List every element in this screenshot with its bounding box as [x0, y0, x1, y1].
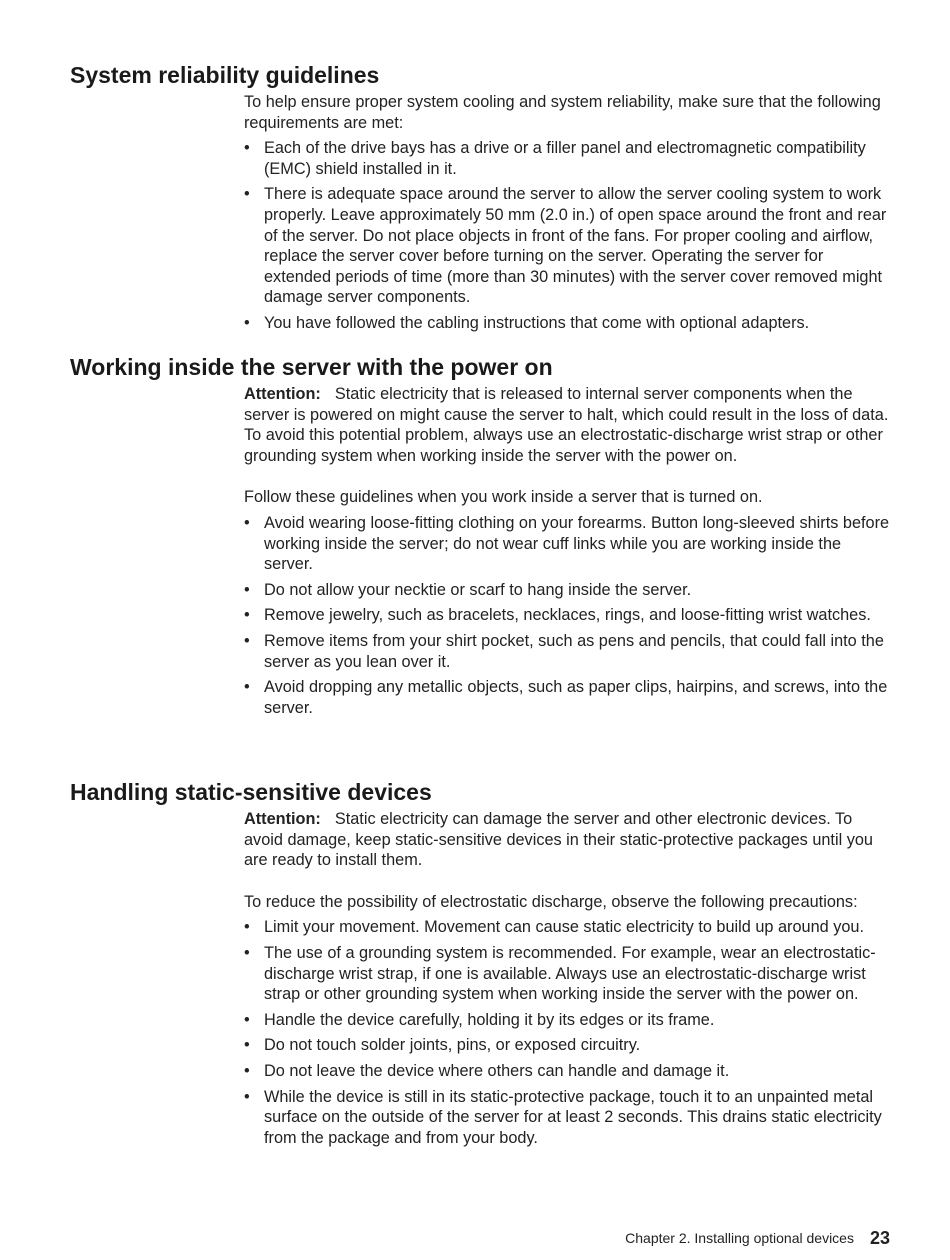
list-item-text: Do not leave the device where others can handle and damage it.	[264, 1061, 730, 1080]
attention-text: Static electricity can damage the server and other electronic devices. To avoid damage, keep static-sensitive devices in their static-protective packages until you are ready to install them.	[244, 810, 873, 870]
bullet-icon: •	[244, 943, 250, 962]
list-item-text: Do not allow your necktie or scarf to hang inside the server.	[264, 580, 692, 599]
page-footer	[625, 1228, 890, 1249]
attention-label: Attention:	[244, 810, 321, 828]
bullet-icon: •	[244, 580, 250, 599]
list-item	[244, 138, 894, 179]
bullet-icon: •	[244, 918, 250, 937]
list-item-text: Remove jewelry, such as bracelets, necklaces, rings, and loose-fitting wrist watches.	[264, 606, 871, 625]
list-item	[244, 313, 894, 334]
section-heading-system-reliability: System reliability guidelines	[70, 62, 380, 88]
bullet-list	[244, 917, 894, 1148]
bullet-icon: •	[244, 1010, 250, 1029]
list-item-text: Handle the device carefully, holding it by its edges or its frame.	[264, 1010, 715, 1029]
bullet-icon: •	[244, 1061, 250, 1080]
list-item-text: Do not touch solder joints, pins, or exposed circuitry.	[264, 1036, 641, 1055]
bullet-icon: •	[244, 678, 250, 697]
list-item	[244, 605, 894, 626]
intro-paragraph: To reduce the possibility of electrostatic discharge, observe the following precautions:	[244, 892, 858, 911]
list-item-text: Remove items from your shirt pocket, such as pens and pencils, that could fall into the server as you lean over it.	[264, 631, 884, 671]
list-item-text: Avoid dropping any metallic objects, such as paper clips, hairpins, and screws, into the server.	[264, 678, 888, 717]
list-item	[244, 1035, 894, 1056]
bullet-icon: •	[244, 313, 250, 332]
bullet-icon: •	[244, 139, 250, 158]
attention-paragraph	[244, 809, 894, 871]
bullet-icon: •	[244, 513, 250, 532]
list-item-text: Avoid wearing loose-fitting clothing on your forearms. Button long-sleeved shirts before working inside the server; do not wear cuff links while you are working inside the server.	[264, 513, 890, 574]
page-number: 23	[869, 1228, 890, 1248]
intro-paragraph: Follow these guidelines when you work inside a server that is turned on.	[244, 488, 763, 507]
bullet-list	[244, 513, 894, 718]
section-body-working-inside	[244, 384, 894, 718]
list-item	[244, 1010, 894, 1031]
attention-label: Attention:	[244, 385, 321, 403]
section-body-system-reliability	[244, 92, 894, 334]
list-item-text: There is adequate space around the server to allow the server cooling system to work properly. Leave approximately 50 mm (2.0 in.) of open space around the front and rear of the server. Do not place objects in front of the fans. For proper cooling and airflow, replace the server cover before turning on the server. Operating the server for extended periods of time (more than 30 minutes) with the server cover removed might damage server components.	[264, 185, 887, 307]
list-item-text: Each of the drive bays has a drive or a filler panel and electromagnetic compatibility (EMC) shield installed in it.	[264, 139, 866, 178]
list-item	[244, 917, 894, 938]
list-item	[244, 184, 894, 308]
list-item	[244, 943, 894, 1005]
list-item	[244, 631, 894, 672]
attention-text: Static electricity that is released to internal server components when the server is powered on might cause the server to halt, which could result in the loss of data. To avoid this potential problem, always use an electrostatic-discharge wrist strap or other grounding system when working inside the server with the power on.	[244, 385, 889, 465]
list-item	[244, 677, 894, 718]
list-item-text: You have followed the cabling instructions that come with optional adapters.	[264, 313, 810, 332]
list-item	[244, 580, 894, 601]
bullet-icon: •	[244, 185, 250, 204]
section-heading-working-inside: Working inside the server with the power on	[70, 354, 553, 380]
list-item	[244, 1061, 894, 1082]
list-item-text: The use of a grounding system is recommended. For example, wear an electrostatic-discharge wrist strap, if one is available. Always use an electrostatic-discharge wrist strap or other grounding system when working inside the server with the power on.	[264, 943, 876, 1004]
list-item	[244, 1087, 894, 1149]
bullet-list	[244, 138, 894, 333]
list-item	[244, 513, 894, 575]
section-body-static-sensitive	[244, 809, 894, 1148]
bullet-icon: •	[244, 1036, 250, 1055]
bullet-icon: •	[244, 606, 250, 625]
attention-paragraph	[244, 384, 894, 466]
bullet-icon: •	[244, 631, 250, 650]
bullet-icon: •	[244, 1087, 250, 1106]
intro-paragraph: To help ensure proper system cooling and system reliability, make sure that the following requirements are met:	[244, 93, 881, 132]
list-item-text: Limit your movement. Movement can cause static electricity to build up around you.	[264, 918, 864, 937]
section-heading-static-sensitive: Handling static-sensitive devices	[70, 779, 432, 805]
list-item-text: While the device is still in its static-protective package, touch it to an unpainted metal surface on the outside of the server for at least 2 seconds. This drains static electricity from the package and from your body.	[264, 1087, 882, 1147]
chapter-title: Chapter 2. Installing optional devices	[625, 1230, 854, 1246]
